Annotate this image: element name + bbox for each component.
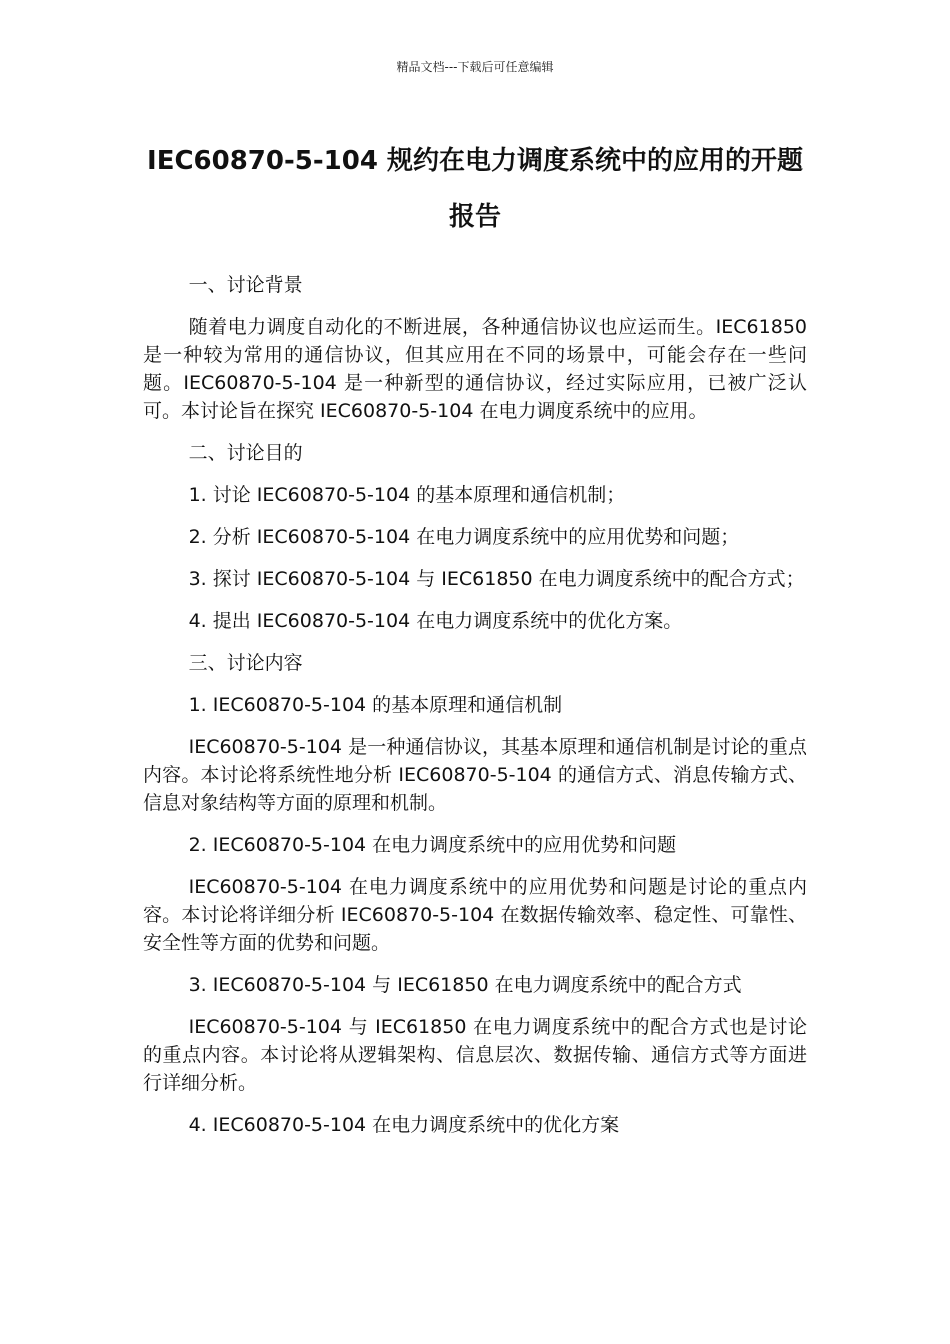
objective-item-3: 3. 探讨 IEC60870-5-104 与 IEC61850 在电力调度系统中的配合方式； — [188, 568, 805, 590]
content-paragraph-1: IEC60870-5-104 是一种通信协议，其基本原理和通信机制是讨论的重点内容。本讨论将系统性地分析 IEC60870-5-104 的通信方式、消息传输方式、信息对象结构等方面的原理和机制。 — [143, 736, 807, 814]
document-body — [143, 271, 807, 1153]
content-paragraph-3: IEC60870-5-104 与 IEC61850 在电力调度系统中的配合方式也是讨论的重点内容。本讨论将从逻辑架构、信息层次、数据传输、通信方式等方面进行详细分析。 — [143, 1016, 807, 1094]
objective-item-2: 2. 分析 IEC60870-5-104 在电力调度系统中的应用优势和问题； — [188, 526, 740, 548]
objective-item-4: 4. 提出 IEC60870-5-104 在电力调度系统中的优化方案。 — [188, 610, 683, 632]
content-subheading-4: 4. IEC60870-5-104 在电力调度系统中的优化方案 — [188, 1114, 620, 1136]
section-heading-background: 一、讨论背景 — [188, 274, 303, 296]
header-note: 精品文档---下载后可任意编辑 — [396, 60, 554, 74]
paragraph-background: 随着电力调度自动化的不断进展，各种通信协议也应运而生。IEC61850 是一种较为常用的通信协议，但其应用在不同的场景中，可能会存在一些问题。IEC60870-5-104 是一种新型的通信协议，经过实际应用，已被广泛认可。本讨论旨在探究 IEC60870-5-104 在电力调度系统中的应用。 — [143, 316, 807, 422]
content-paragraph-2: IEC60870-5-104 在电力调度系统中的应用优势和问题是讨论的重点内容。本讨论将详细分析 IEC60870-5-104 在数据传输效率、稳定性、可靠性、安全性等方面的优势和问题。 — [143, 876, 807, 954]
document-title: IEC60870-5-104 规约在电力调度系统中的应用的开题报告 — [147, 146, 803, 232]
objective-item-1: 1. 讨论 IEC60870-5-104 的基本原理和通信机制； — [188, 484, 626, 506]
section-heading-content: 三、讨论内容 — [188, 652, 303, 674]
section-heading-objectives: 二、讨论目的 — [188, 442, 303, 464]
content-subheading-1: 1. IEC60870-5-104 的基本原理和通信机制 — [188, 694, 563, 716]
content-subheading-2: 2. IEC60870-5-104 在电力调度系统中的应用优势和问题 — [188, 834, 677, 856]
content-subheading-3: 3. IEC60870-5-104 与 IEC61850 在电力调度系统中的配合方式 — [188, 974, 742, 996]
